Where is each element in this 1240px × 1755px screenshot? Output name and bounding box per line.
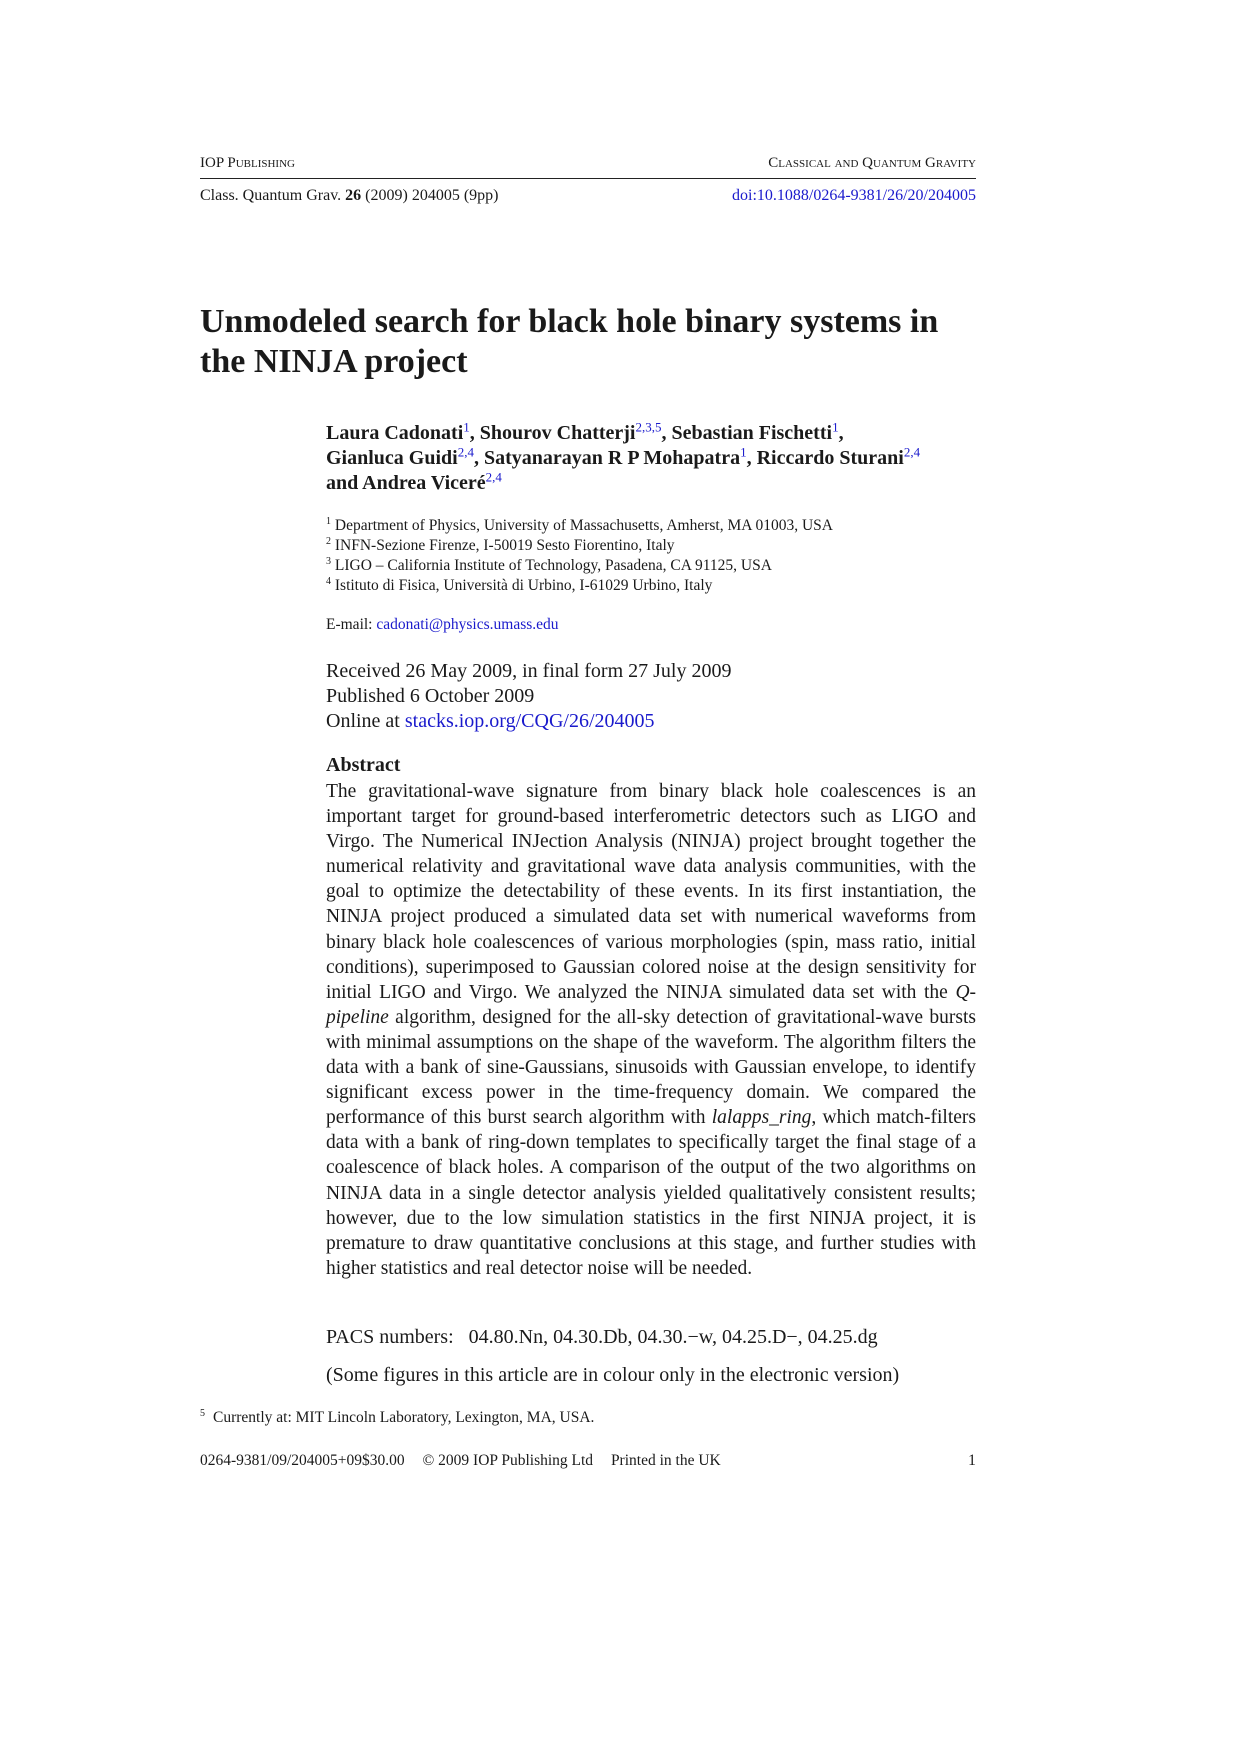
citation-prefix: Class. Quantum Grav. bbox=[200, 187, 342, 204]
affiliation-list bbox=[326, 516, 1006, 596]
page-footer bbox=[200, 1452, 735, 1470]
author-name: Satyanarayan R P Mohapatra bbox=[483, 447, 741, 469]
email-label: E-mail: bbox=[326, 616, 373, 633]
author-affil-ref[interactable]: 1 bbox=[463, 419, 470, 435]
abstract-body bbox=[326, 779, 976, 1281]
author-line bbox=[326, 446, 1006, 471]
online-line bbox=[326, 709, 732, 734]
abstract-text: algorithm, designed for the all-sky detection of gravitational-wave bursts with minimal assumptions on the shape of the waveform. The algorithm filters the data with a bank of sine-Gaussians, sinusoids with Gaussian envelope, to identify significant excess power in the time-frequency domain. We compared the performance of this burst search algorithm with bbox=[326, 1006, 976, 1129]
author-sep: , bbox=[746, 447, 757, 469]
author-name: Gianluca Guidi bbox=[326, 447, 458, 469]
author-affil-ref[interactable]: 2,3,5 bbox=[635, 419, 662, 435]
affiliation-text: INFN-Sezione Firenze, I-50019 Sesto Fiorentino, Italy bbox=[334, 537, 675, 554]
running-header-publisher: IOP Publishing bbox=[200, 155, 295, 171]
author-sep: , bbox=[469, 422, 480, 444]
header-rule bbox=[200, 178, 976, 179]
author-affil-ref[interactable]: 2,4 bbox=[903, 444, 921, 460]
affiliation-text: Istituto di Fisica, Università di Urbino, I-61029 Urbino, Italy bbox=[334, 577, 713, 594]
colour-note: (Some figures in this article are in colour only in the electronic version) bbox=[326, 1364, 900, 1386]
abstract-italic-term: Q-pipeline bbox=[326, 981, 977, 1028]
author-line bbox=[326, 471, 1006, 496]
footer-copyright: © 2009 IOP Publishing Ltd bbox=[422, 1452, 594, 1469]
author-affil-ref[interactable]: 1 bbox=[740, 444, 747, 460]
affiliation bbox=[326, 516, 1006, 536]
author-sep: , bbox=[473, 447, 484, 469]
paper-title: Unmodeled search for black hole binary systems in the NINJA project bbox=[200, 303, 939, 380]
pacs-numbers: PACS numbers: 04.80.Nn, 04.30.Db, 04.30.−w, 04.25.D−, 04.25.dg bbox=[326, 1326, 878, 1348]
author-name: Sebastian Fischetti bbox=[671, 422, 833, 444]
author-name: and Andrea Viceré bbox=[326, 472, 486, 494]
author-name: Shourov Chatterji bbox=[479, 422, 636, 444]
footer-code: 0264-9381/09/204005+09$30.00 bbox=[200, 1452, 405, 1469]
affiliation-number: 2 bbox=[326, 535, 331, 547]
email-link[interactable]: cadonati@physics.umass.edu bbox=[376, 616, 559, 633]
received-date: Received 26 May 2009, in final form 27 July 2009 bbox=[326, 660, 732, 682]
author-sep: , bbox=[838, 422, 844, 444]
affiliation-text: Department of Physics, University of Massachusetts, Amherst, MA 01003, USA bbox=[334, 517, 833, 534]
footnote-number: 5 bbox=[200, 1407, 205, 1419]
author-affil-ref[interactable]: 1 bbox=[832, 419, 839, 435]
published-date: Published 6 October 2009 bbox=[326, 685, 535, 707]
author-sep: , bbox=[661, 422, 672, 444]
affiliation-number: 3 bbox=[326, 555, 331, 567]
doi-link[interactable]: doi:10.1088/0264-9381/26/20/204005 bbox=[732, 187, 976, 204]
footnote bbox=[200, 1409, 594, 1427]
footnote-text: Currently at: MIT Lincoln Laboratory, Lexington, MA, USA. bbox=[213, 1409, 595, 1426]
publication-dates bbox=[326, 659, 732, 734]
affiliation bbox=[326, 556, 1006, 576]
author-affil-ref[interactable]: 2,4 bbox=[457, 444, 474, 460]
affiliation-number: 1 bbox=[326, 515, 331, 527]
citation bbox=[200, 187, 498, 205]
online-label: Online at bbox=[326, 710, 400, 732]
running-header-journal: Classical and Quantum Gravity bbox=[768, 155, 976, 171]
email-line bbox=[326, 616, 559, 634]
author-name: Riccardo Sturani bbox=[756, 447, 904, 469]
footer-printed: Printed in the UK bbox=[610, 1452, 721, 1469]
author-name: Laura Cadonati bbox=[326, 422, 464, 444]
author-list bbox=[326, 421, 1006, 496]
online-link[interactable]: stacks.iop.org/CQG/26/204005 bbox=[404, 710, 655, 732]
affiliation-text: LIGO – California Institute of Technology, Pasadena, CA 91125, USA bbox=[334, 557, 772, 574]
abstract-text: , which match-filters data with a bank of ring-down templates to specifically target the final stage of a coalescence of black holes. A comparison of the output of the two algorithms on NINJA data in a single detector analysis yielded qualitatively consistent results; however, due to the low simulation statistics in the first NINJA project, it is premature to draw quantitative conclusions at this stage, and further studies with higher statistics and real detector noise will be needed. bbox=[326, 1107, 977, 1279]
page-number: 1 bbox=[968, 1452, 976, 1469]
abstract-heading: Abstract bbox=[326, 754, 401, 776]
citation-volume: 26 bbox=[345, 187, 362, 204]
author-affil-ref[interactable]: 2,4 bbox=[485, 469, 502, 485]
affiliation bbox=[326, 576, 1006, 596]
abstract-text: The gravitational-wave signature from binary black hole coalescences is an important target for ground-based interferometric detectors such as LIGO and Virgo. The Numerical INJection Analysis (NINJA) project brought together the numerical relativity and gravitational wave data analysis communities, with the goal to optimize the detectability of these events. In its first instantiation, the NINJA project produced a simulated data set with numerical waveforms from binary black hole coalescences of various morphologies (spin, mass ratio, initial conditions), superimposed to Gaussian colored noise at the design sensitivity for initial LIGO and Virgo. We analyzed the NINJA simulated data set with the bbox=[326, 781, 976, 1003]
author-line bbox=[326, 421, 1006, 446]
affiliation bbox=[326, 536, 1006, 556]
abstract-italic-term: lalapps_ring bbox=[711, 1107, 812, 1129]
affiliation-number: 4 bbox=[326, 575, 331, 587]
citation-suffix: (2009) 204005 (9pp) bbox=[365, 187, 499, 204]
